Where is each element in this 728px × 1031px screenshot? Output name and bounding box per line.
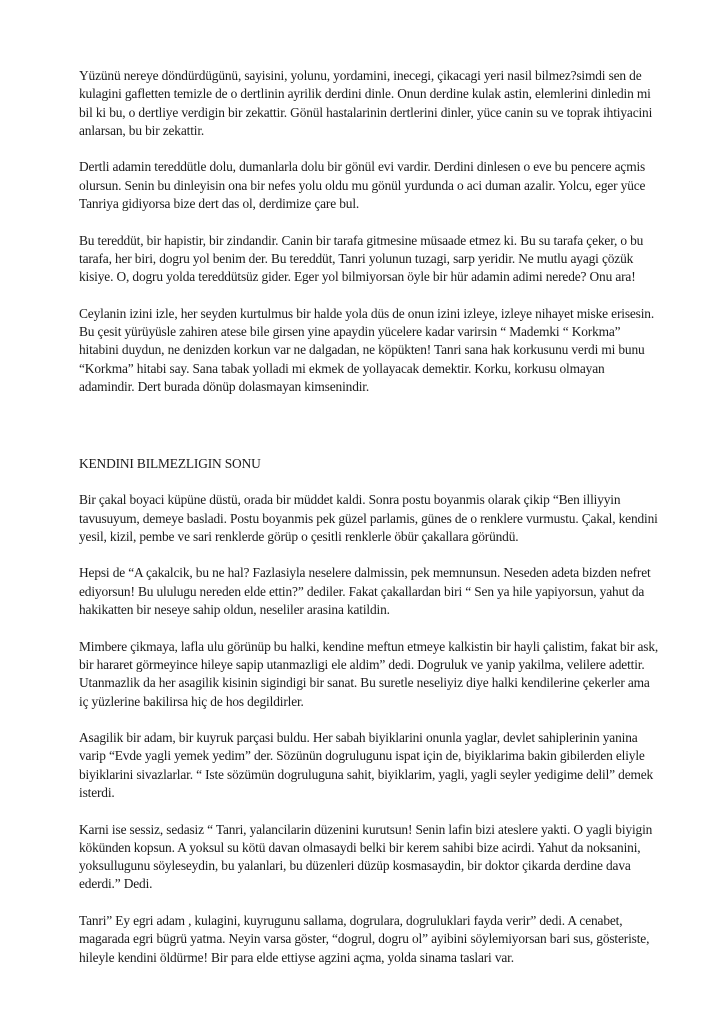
section-heading: KENDINI BILMEZLIGIN SONU bbox=[79, 455, 261, 471]
paragraph: Karni ise sessiz, sedasiz “ Tanri, yalancilarin düzenini kurutsun! Senin lafin bizi ateslere yakti. O yagli biyigin kökünden kopsun. A yoksul su kötü davan olmasaydi belki bir kerem sahibi bize acirdi. Yahut da noksanini, yoksullugunu söyleseydin, bu yalanlari, bu düzenleri düzüp kosmasaydin, bir doktor çikarda derdine dava ederdi.” Dedi. bbox=[79, 821, 653, 892]
paragraph: Bir çakal boyaci küpüne düstü, orada bir müddet kaldi. Sonra postu boyanmis olarak çikip “Ben illiyyin tavusuyum, demeye basladi. Postu boyanmis pek güzel parlamis, günes de o renklere vurmustu. Çakal, kendini yesil, kizil, pembe ve sari renklerde görüp o çesitli renklerle öbür çakallara göründü. bbox=[79, 492, 658, 544]
section-gap bbox=[79, 415, 659, 455]
document-page bbox=[79, 67, 659, 985]
paragraph: Ceylanin izini izle, her seyden kurtulmus bir halde yola düs de onun izini izleye, izleye nihayet miske erisesin. Bu çesit yürüyüsle zahiren atese bile girsen yine apaydin yücelere kadar varirsin “ Mademki “ Korkma” hitabini duydun, ne denizden korkun var ne dalgadan, ne köpükten! Tanri sana hak korkusunu verdi mi bunu “Korkma” hitabi say. Sana tabak yolladi mi ekmek de yollayacak demektir. Korku, korkusu olmayan adamindir. Dert burada dönüp dolasmayan kimsenindir. bbox=[79, 305, 655, 395]
paragraph: Hepsi de “A çakalcik, bu ne hal? Fazlasiyla neselere dalmissin, pek memnunsun. Neseden adeta bizden nefret ediyorsun! Bu ululugu nereden elde ettin?” dediler. Fakat çakallardan biri “ Sen ya hile yapiyorsun, yahut da hakikatten bir neseye sahip oldun, neseliler arasina katildin. bbox=[79, 565, 651, 618]
paragraph: Asagilik bir adam, bir kuyruk parçasi buldu. Her sabah biyiklarini onunla yaglar, devlet sahiplerinin yanina varip “Evde yagli yemek yedim” der. Sözünün dogrulugunu ispat için de, biyiklarima bakin gibilerden eliyle biyiklarini sivazlarlar. “ Iste sözümün dogruluguna sahit, biyiklarim, yagli, yagli seyler yedigime delil” demek isterdi. bbox=[79, 730, 654, 800]
paragraph: Bu tereddüt, bir hapistir, bir zindandir. Canin bir tarafa gitmesine müsaade etmez ki. Bu su tarafa çeker, o bu tarafa, her biri, dogru yol benim der. Bu tereddüt, Tanri yolunun tuzagi, sarp yeridir. Ne mutlu ayagi çözük kisiye. O, dogru yolda tereddütsüz gider. Eger yol bilmiyorsan öyle bir hür adamin adimi nerede? Onu ara! bbox=[79, 232, 644, 285]
paragraph: Yüzünü nereye döndürdügünü, sayisini, yolunu, yordamini, inecegi, çikacagi yeri nasil bilmez?simdi sen de kulagini gafletten temizle de o dertlinin ayrilik derdini dinle. Onun derdine kulak astin, elemlerini dinledin mi bil ki bu, o dertliye verdigin bir zekattir. Gönül hastalarinin dertlerini dinler, yüce canin su ve toprak ihtiyacini anlarsan, bu bir zekattir. bbox=[79, 68, 653, 138]
paragraph: Mimbere çikmaya, lafla ulu görünüp bu halki, kendine meftun etmeye kalkistin bir hayli çalistim, fakat bir ask, bir hararet görmeyince hileye sapip utanmazligi ele aldim” dedi. Dogruluk ve yanip yakilma, velilere adettir. Utanmazlik da her asagilik kisinin sigindigi bir sanat. Bu suretle neseliyiz diye halki kendilerine çekerler ama iç yüzlerine bakilirsa hiç de hos degildirler. bbox=[79, 638, 659, 709]
paragraph: Tanri” Ey egri adam , kulagini, kuyrugunu sallama, dogrulara, dogruluklari fayda verir” dedi. A cenabet, magarada egri bügrü yatma. Neyin varsa göster, “dogrul, dogru ol” ayibini söylemiyorsan bari sus, gösteriste, hileyle kendini öldürme! Bir para elde ettiyse agzini açma, yolda sinama taslari var. bbox=[79, 913, 650, 965]
paragraph: Dertli adamin tereddütle dolu, dumanlarla dolu bir gönül evi vardir. Derdini dinlesen o eve bu pencere açmis olursun. Senin bu dinleyisin ona bir nefes yolu oldu mu gönül yurdunda o aci duman azalir. Yolcu, eger yüce Tanriya gidiyorsa bize dert das ol, derdimize çare bul. bbox=[79, 159, 646, 212]
